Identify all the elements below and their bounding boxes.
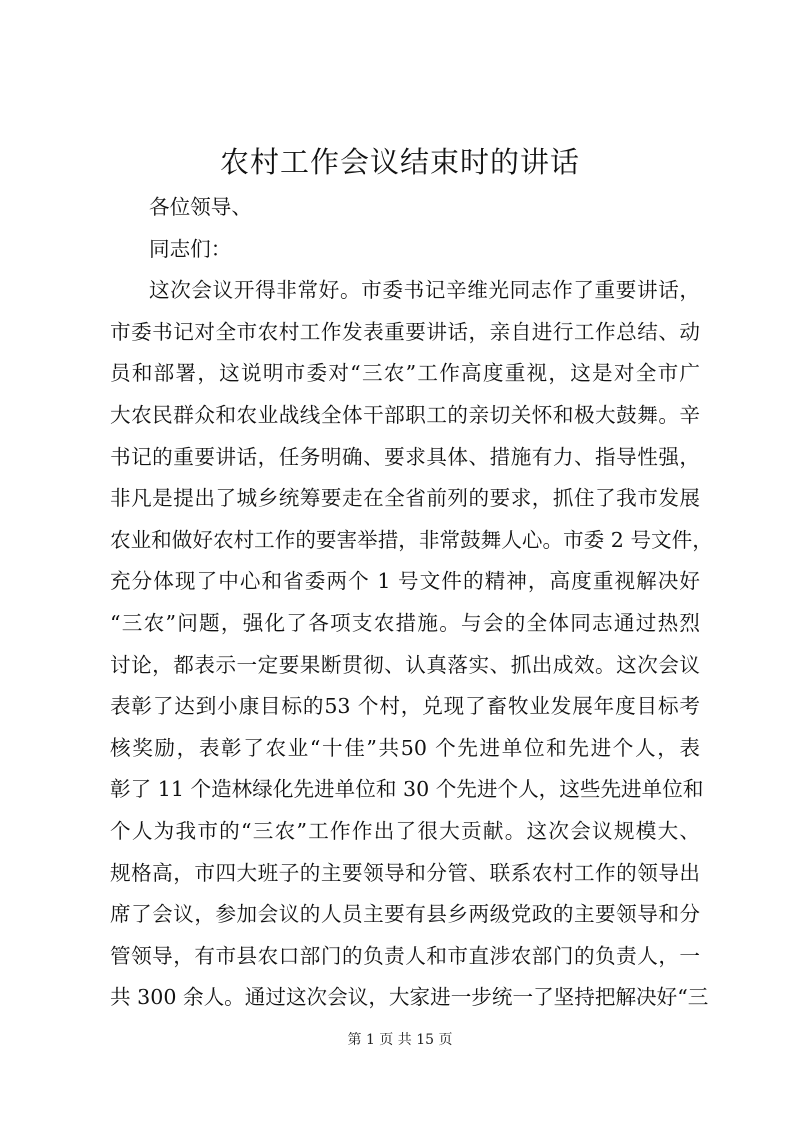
paragraph-line: 这次会议开得非常好。市委书记辛维光同志作了重要讲话， bbox=[149, 278, 700, 303]
paragraph-line: 大农民群众和农业战线全体干部职工的亲切关怀和极大鼓舞。辛 bbox=[110, 402, 700, 427]
page-number-footer: 第 1 页 共 15 页 bbox=[347, 1032, 453, 1048]
salutation-line: 各位领导、 bbox=[149, 195, 252, 219]
paragraph-line: 表彰了达到小康目标的53 个村，兑现了畜牧业发展年度目标考 bbox=[110, 694, 700, 719]
paragraph-line: 席了会议，参加会议的人员主要有县乡两级党政的主要领导和分 bbox=[110, 902, 700, 927]
paragraph-line: 讨论，都表示一定要果断贯彻、认真落实、抓出成效。这次会议 bbox=[110, 652, 700, 677]
paragraph-line: 管领导，有市县农口部门的负责人和市直涉农部门的负责人，一 bbox=[110, 943, 700, 968]
salutation-line: 同志们： bbox=[149, 236, 232, 261]
paragraph-line: 规格高，市四大班子的主要领导和分管、联系农村工作的领导出 bbox=[110, 860, 700, 885]
paragraph-line: 市委书记对全市农村工作发表重要讲话，亲自进行工作总结、动 bbox=[110, 319, 700, 344]
paragraph-line: 非凡是提出了城乡统筹要走在全省前列的要求，抓住了我市发展 bbox=[110, 486, 700, 511]
paragraph-line: 共 300 余人。通过这次会议，大家进一步统一了坚持把解决好“三 bbox=[110, 985, 709, 1010]
paragraph-line: 农业和做好农村工作的要害举措，非常鼓舞人心。市委 2 号文件， bbox=[110, 527, 713, 552]
document-body bbox=[110, 187, 713, 1019]
document-title: 农村工作会议结束时的讲话 bbox=[219, 145, 580, 179]
paragraph-line: 员和部署，这说明市委对“三农”工作高度重视，这是对全市广 bbox=[110, 361, 700, 386]
paragraph-line: 书记的重要讲话，任务明确、要求具体、措施有力、指导性强， bbox=[110, 444, 700, 469]
paragraph-line: 彰了 11 个造林绿化先进单位和 30 个先进个人，这些先进单位和 bbox=[110, 777, 704, 802]
paragraph-line: “三农”问题，强化了各项支农措施。与会的全体同志通过热烈 bbox=[110, 610, 700, 635]
paragraph-line: 核奖励，表彰了农业“十佳”共50 个先进单位和先进个人，表 bbox=[110, 735, 700, 760]
paragraph-line: 充分体现了中心和省委两个 1 号文件的精神，高度重视解决好 bbox=[110, 569, 700, 594]
paragraph-line: 个人为我市的“三农”工作作出了很大贡献。这次会议规模大、 bbox=[110, 818, 700, 843]
